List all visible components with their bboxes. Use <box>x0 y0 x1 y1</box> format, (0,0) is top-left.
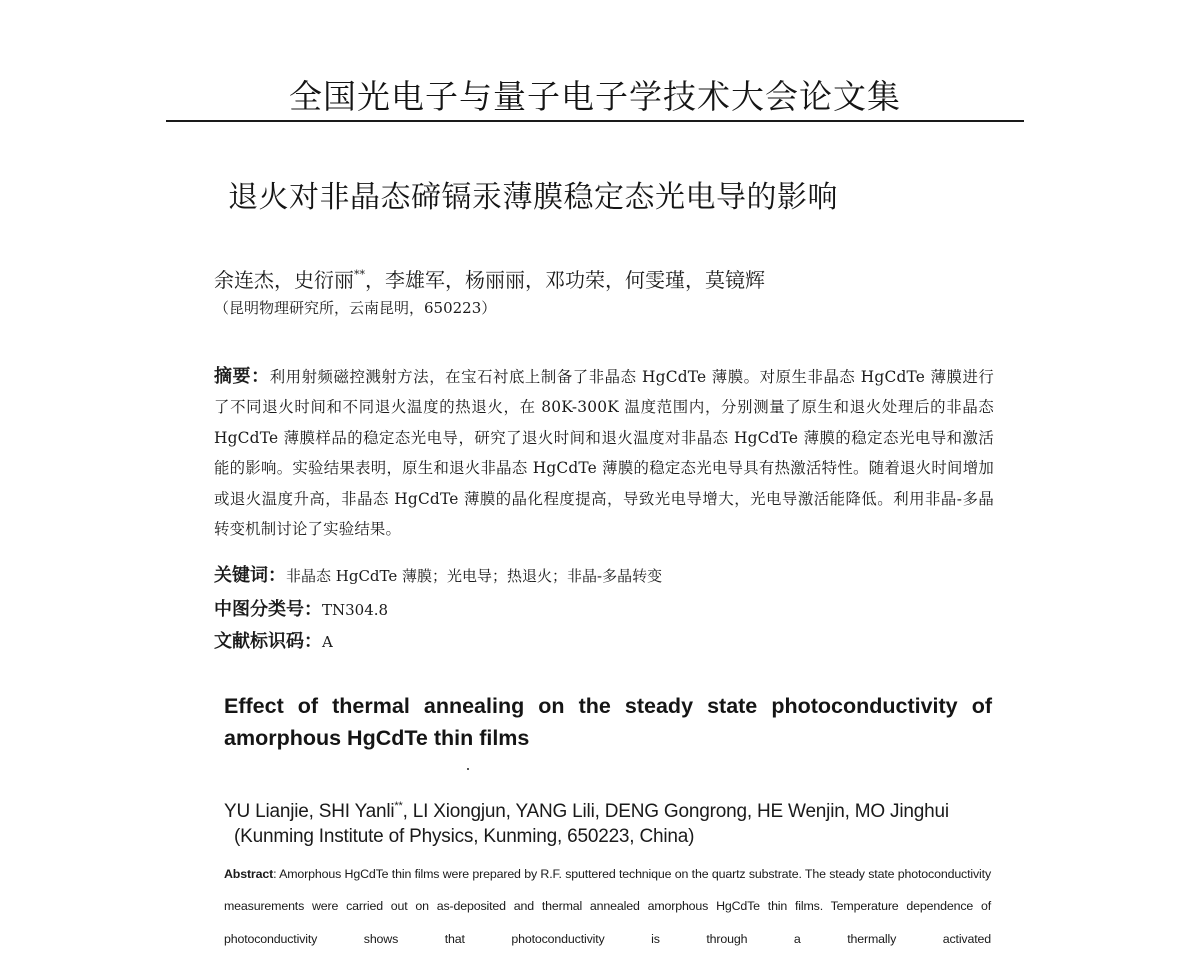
chinese-authors-part2: ，李雄军，杨丽丽，邓功荣，何雯瑾，莫镜辉 <box>365 268 765 292</box>
clc-number-value: TN304.8 <box>322 601 389 619</box>
document-code-value: A <box>322 633 333 651</box>
chinese-affiliation: （昆明物理研究所，云南昆明，650223） <box>214 299 497 317</box>
clc-number-label: 中图分类号： <box>214 599 322 620</box>
corresponding-author-mark: ** <box>354 268 365 281</box>
document-code-line <box>214 628 333 656</box>
english-abstract <box>224 858 991 955</box>
english-title <box>224 690 992 754</box>
chinese-abstract <box>214 362 994 544</box>
stray-mark <box>467 768 469 770</box>
document-code-label: 文献标识码： <box>214 631 322 652</box>
chinese-abstract-label: 摘要： <box>214 366 270 387</box>
chinese-authors <box>214 260 765 295</box>
chinese-abstract-text: 利用射频磁控溅射方法，在宝石衬底上制备了非晶态 HgCdTe 薄膜。对原生非晶态 HgCdTe 薄膜进行了不同退火时间和不同退火温度的热退火，在 80K-300K 温度范围内，分别测量了原生和退火处理后的非晶态 HgCdTe 薄膜样品的稳定态光电导，研究了退火时间和退火温度对非晶态 HgCdTe 薄膜的稳定态光电导和激活能的影响。实验结果表明，原生和退火非晶态 HgCdTe 薄膜的稳定态光电导具有热激活特性。随着退火时间增加或退火温度升高，非晶态 HgCdTe 薄膜的晶化程度提高，导致光电导增大，光电导激活能降低。利用非晶-多晶转变机制讨论了实验结果。 <box>214 368 994 539</box>
english-authors <box>224 792 949 826</box>
english-abstract-label: Abstract <box>224 867 274 881</box>
keywords-label: 关键词： <box>214 565 286 586</box>
english-title-line1: Effect of thermal annealing on the steady state photoconductivity of <box>224 694 992 718</box>
english-affiliation: (Kunming Institute of Physics, Kunming, 650223, China) <box>234 826 695 847</box>
english-authors-part1: YU Lianjie, SHI Yanli <box>224 801 395 822</box>
english-authors-part2: , LI Xiongjun, YANG Lili, DENG Gongrong, HE Wenjin, MO Jinghui <box>402 801 949 822</box>
clc-number-line <box>214 596 388 624</box>
header-rule <box>166 120 1024 122</box>
english-abstract-text: : Amorphous HgCdTe thin films were prepared by R.F. sputtered technique on the quartz substrate. The steady state photoconductivity measurements were carried out on as-deposited and thermal annealed amorphous HgCdTe thin films. Temperature dependence of photoconductivity shows that photoconductivity is through a thermally activated <box>224 867 991 946</box>
chinese-authors-part1: 余连杰，史衍丽 <box>214 268 354 292</box>
english-title-line2: amorphous HgCdTe thin films <box>224 726 530 750</box>
journal-header: 全国光电子与量子电子学技术大会论文集 <box>289 77 901 116</box>
english-corresponding-author-mark: ** <box>394 800 403 812</box>
chinese-title: 退火对非晶态碲镉汞薄膜稳定态光电导的影响 <box>228 180 838 215</box>
keywords-line <box>214 562 662 590</box>
keywords-text: 非晶态 HgCdTe 薄膜；光电导；热退火；非晶-多晶转变 <box>286 567 663 585</box>
